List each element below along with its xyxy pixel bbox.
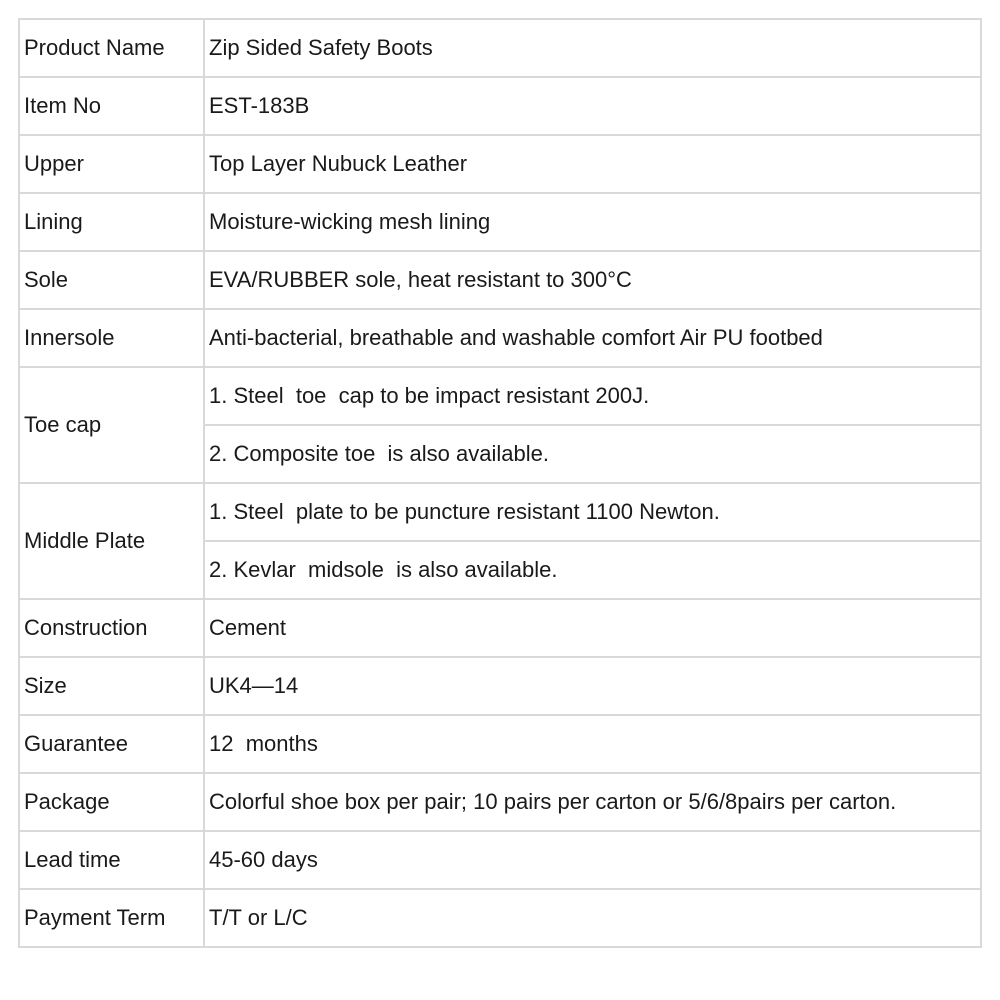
table-row-lining	[19, 193, 981, 251]
table-row-payment-term	[19, 889, 981, 947]
row-value: UK4—14	[204, 657, 981, 715]
row-value: T/T or L/C	[204, 889, 981, 947]
row-value: Colorful shoe box per pair; 10 pairs per carton or 5/6/8pairs per carton.	[204, 773, 981, 831]
table-row-toe-cap	[19, 367, 981, 425]
row-label: Middle Plate	[19, 483, 204, 599]
row-value: 1. Steel plate to be puncture resistant 1100 Newton.	[204, 483, 981, 541]
table-row-sole	[19, 251, 981, 309]
row-label: Lining	[19, 193, 204, 251]
row-value: Anti-bacterial, breathable and washable comfort Air PU footbed	[204, 309, 981, 367]
table-row-size	[19, 657, 981, 715]
table-row-guarantee	[19, 715, 981, 773]
row-value: 12 months	[204, 715, 981, 773]
row-value: 45-60 days	[204, 831, 981, 889]
table-row-construction	[19, 599, 981, 657]
row-value: Top Layer Nubuck Leather	[204, 135, 981, 193]
table-row-upper	[19, 135, 981, 193]
table-row-innersole	[19, 309, 981, 367]
row-value: Moisture-wicking mesh lining	[204, 193, 981, 251]
row-label: Toe cap	[19, 367, 204, 483]
row-value: EST-183B	[204, 77, 981, 135]
row-label: Item No	[19, 77, 204, 135]
row-value: 1. Steel toe cap to be impact resistant 200J.	[204, 367, 981, 425]
table-row-item-no	[19, 77, 981, 135]
row-label: Package	[19, 773, 204, 831]
row-value: 2. Composite toe is also available.	[204, 425, 981, 483]
row-label: Payment Term	[19, 889, 204, 947]
row-value: Cement	[204, 599, 981, 657]
row-label: Innersole	[19, 309, 204, 367]
row-label: Lead time	[19, 831, 204, 889]
table-row-lead-time	[19, 831, 981, 889]
row-value: Zip Sided Safety Boots	[204, 19, 981, 77]
table-row-middle-plate	[19, 483, 981, 541]
row-label: Size	[19, 657, 204, 715]
row-label: Construction	[19, 599, 204, 657]
row-value: EVA/RUBBER sole, heat resistant to 300°C	[204, 251, 981, 309]
table-row-package	[19, 773, 981, 831]
product-spec-table	[18, 18, 982, 948]
row-label: Sole	[19, 251, 204, 309]
row-label: Guarantee	[19, 715, 204, 773]
row-label: Upper	[19, 135, 204, 193]
row-label: Product Name	[19, 19, 204, 77]
row-value: 2. Kevlar midsole is also available.	[204, 541, 981, 599]
table-row-product-name	[19, 19, 981, 77]
